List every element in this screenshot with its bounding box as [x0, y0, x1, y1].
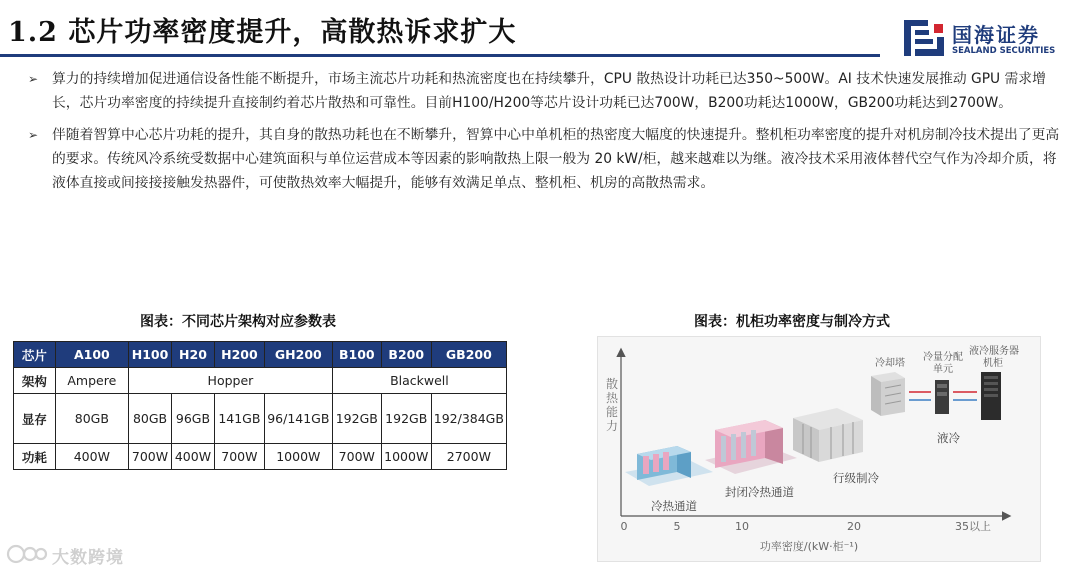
chip-header-cell: GB200 [431, 342, 506, 368]
page-header [0, 0, 1080, 60]
power-cell: 1000W [381, 444, 431, 470]
logo-chinese-name: 国海证券 [952, 23, 1040, 47]
component-label: 液冷服务器 [969, 346, 1019, 357]
memory-cell: 96/141GB [264, 394, 332, 444]
memory-cell: 80GB [55, 394, 128, 444]
section-number: 1.2 [8, 17, 58, 48]
bullet-arrow-icon: ➢ [28, 128, 39, 142]
liquid-server-rack-icon [981, 372, 1001, 420]
memory-cell: 141GB [214, 394, 264, 444]
power-cell: 400W [55, 444, 128, 470]
cdu-unit-icon [935, 380, 949, 414]
cooling-method-figure [597, 336, 1041, 562]
row-label-cell: 显存 [14, 394, 56, 444]
title-rule [0, 54, 880, 57]
brand-logo [904, 16, 1074, 60]
watermark-text: 大数跨境 [52, 548, 124, 568]
chip-spec-table [13, 341, 507, 470]
bullet-text: 伴随着智算中心芯片功耗的提升，其自身的散热功耗也在不断攀升，智算中心中单机柜的热密度大幅度的快速提升。整机柜功率密度的提升对机房制冷技术提出了更高的要求。传统风冷系统受数据中心建筑面积与单位运营成本等因素的影响散热上限一般为 20 kW/柜，越来越难以为继。液冷技术采用液体替代空气作为冷却介质，将液体直接或间接接接触发热器件，可使散热效率大幅提升，能够有效满足单点、整机柜、机房的高散热需求。 [52, 127, 1060, 191]
x-tick-label: 10 [735, 520, 749, 533]
memory-cell: 96GB [172, 394, 215, 444]
chip-header-cell: H200 [214, 342, 264, 368]
x-tick-label: 20 [847, 520, 861, 533]
x-tick-label: 35以上 [955, 520, 991, 533]
x-tick-label: 5 [673, 520, 681, 533]
sealand-logo-icon [904, 20, 944, 56]
cooling-tower-icon [871, 372, 905, 416]
section-title: 芯片功率密度提升，高散热诉求扩大 [68, 17, 517, 48]
chip-header-cell: GH200 [264, 342, 332, 368]
power-cell: 1000W [264, 444, 332, 470]
table-header-row [14, 342, 507, 368]
row-label-cell: 功耗 [14, 444, 56, 470]
table-row-memory [14, 394, 507, 444]
watermark-logo-icon [6, 540, 48, 568]
memory-cell: 80GB [129, 394, 172, 444]
power-cell: 700W [214, 444, 264, 470]
enclosed-aisle-illustration [705, 420, 797, 474]
memory-cell: 192GB [332, 394, 381, 444]
stage-label: 液冷 [937, 431, 960, 445]
component-label: 冷却塔 [875, 358, 905, 369]
stage-label: 封闭冷热通道 [725, 485, 794, 499]
chip-header-cell: B200 [381, 342, 431, 368]
table-caption: 图表：不同芯片架构对应参数表 [140, 314, 336, 330]
x-axis-label: 功率密度/(kW·柜⁻¹) [759, 540, 859, 553]
component-label: 冷量分配 [923, 352, 963, 363]
chip-header-cell: B100 [332, 342, 381, 368]
stage-label: 行级制冷 [833, 471, 879, 485]
y-axis-label-char: 力 [605, 419, 619, 433]
page-title [8, 10, 516, 49]
bullet-item [28, 123, 1068, 195]
component-label: 机柜 [983, 358, 1003, 369]
arch-cell: Hopper [129, 368, 333, 394]
bullet-item [28, 67, 1068, 115]
row-cooling-illustration [793, 408, 863, 462]
power-cell: 700W [129, 444, 172, 470]
arch-cell: Ampere [55, 368, 128, 394]
stage-label: 冷热通道 [651, 499, 697, 513]
memory-cell: 192/384GB [431, 394, 506, 444]
arch-cell: Blackwell [332, 368, 506, 394]
cold-hot-aisle-illustration [625, 446, 713, 486]
chip-header-cell: H20 [172, 342, 215, 368]
chip-header-cell: A100 [55, 342, 128, 368]
table-row-power [14, 444, 507, 470]
header-label-cell: 芯片 [14, 342, 56, 368]
component-label: 单元 [933, 364, 953, 375]
bullet-text: 算力的持续增加促进通信设备性能不断提升，市场主流芯片功耗和热流密度也在持续攀升，CPU 散热设计功耗已达350~500W。AI 技术快速发展推动 GPU 需求增长，芯片功率密度的持续提升直接制约着芯片散热和可靠性。目前H100/H200等芯片设计功耗已达700W，B200功耗达1000W，GB200功耗达到2700W。 [52, 71, 1046, 111]
row-label-cell: 架构 [14, 368, 56, 394]
power-cell: 2700W [431, 444, 506, 470]
chip-header-cell: H100 [129, 342, 172, 368]
logo-english-name: SEALAND SECURITIES [952, 46, 1056, 56]
y-axis-label-char: 热 [605, 391, 619, 405]
memory-cell: 192GB [381, 394, 431, 444]
power-cell: 700W [332, 444, 381, 470]
x-tick-label: 0 [620, 520, 628, 533]
table-row-architecture [14, 368, 507, 394]
bullet-list [28, 67, 1068, 203]
y-axis-label-char: 散 [605, 377, 619, 391]
power-cell: 400W [172, 444, 215, 470]
figure-caption: 图表：机柜功率密度与制冷方式 [694, 314, 890, 330]
bullet-arrow-icon: ➢ [28, 72, 39, 86]
y-axis-label-char: 能 [605, 405, 619, 419]
